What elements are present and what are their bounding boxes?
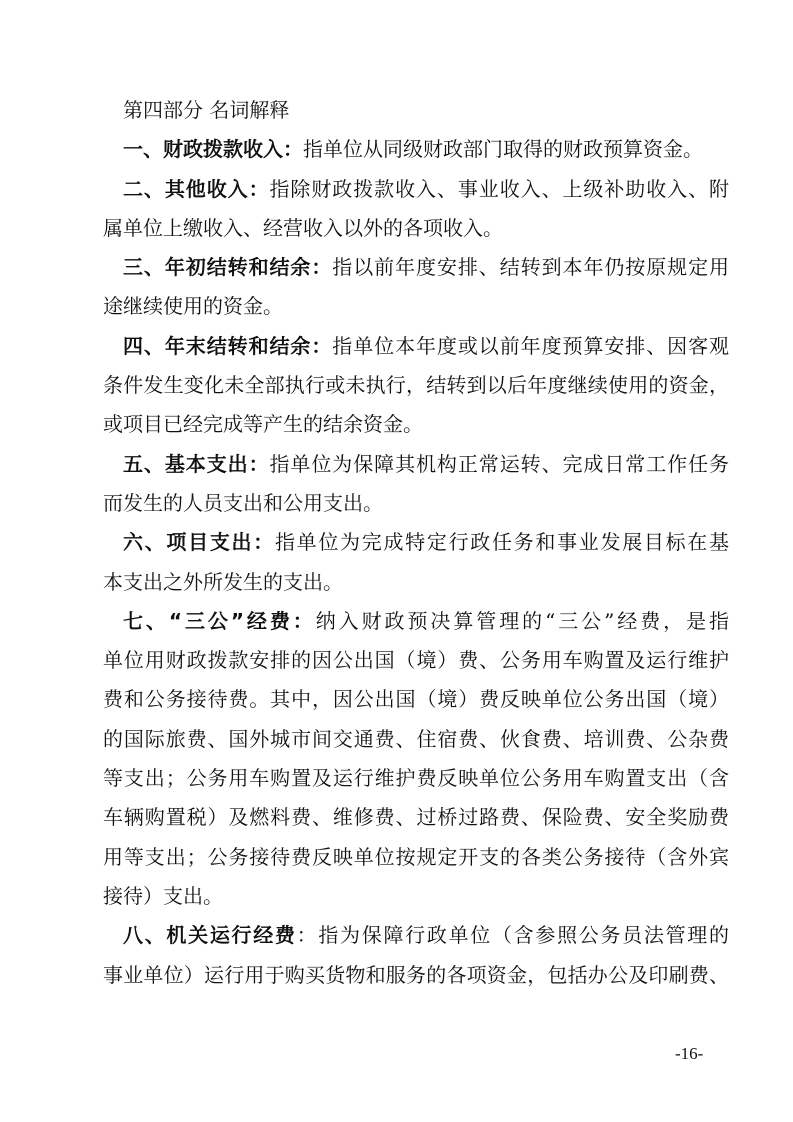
definition-line [103,563,729,602]
definition-text: 条件发生变化未全部执行或未执行，结转到以后年度继续使用的资金， [103,373,729,398]
section-title: 第四部分 名词解释 [123,98,290,122]
definition-line [103,877,729,916]
definition-line [103,484,729,523]
definition-line [103,405,729,444]
page-number: -16- [675,1044,704,1063]
definition-term: 七、“三公”经费： [123,608,316,633]
definition-text: 的国际旅费、国外城市间交通费、住宿费、伙食费、培训费、公杂费 [103,726,729,751]
definition-first-line [103,523,729,562]
definition-text: 指以前年度安排、结转到本年仍按原规定用 [332,255,729,280]
definition-line [103,366,729,405]
definition-text: 指单位为完成特定行政任务和事业发展目标在基 [274,530,729,555]
definition-text: 或项目已经完成等产生的结余资金。 [103,412,423,437]
definition-term: 六、项目支出： [123,530,275,555]
definition-line [103,759,729,798]
definition-line [103,641,729,680]
definition-first-line [103,445,729,484]
definition-line [103,680,729,719]
definition-text: 本支出之外所发生的支出。 [103,569,343,594]
definition-line [103,287,729,326]
definition-line [103,838,729,877]
definition-text: ：指为保障行政单位（含参照公务员法管理的 [296,923,729,948]
definition-text: 指单位本年度或以前年度预算安排、因客观 [332,333,729,358]
definition-line [103,209,729,248]
definition-first-line [103,327,729,366]
definition-text: 事业单位）运行用于购买货物和服务的各项资金，包括办公及印刷费、 [103,962,729,987]
definition-term: 五、基本支出： [123,451,270,476]
definition-text: 纳入财政预决算管理的“三公”经费，是指 [315,608,729,633]
definition-first-line [103,130,729,169]
definition-text: 接待）支出。 [103,883,223,908]
definition-term: 一、财政拨款收入： [123,137,303,162]
definition-text: 等支出；公务用车购置及运行维护费反映单位公务用车购置支出（含 [103,766,729,791]
definition-text: 属单位上缴收入、经营收入以外的各项收入。 [103,215,503,240]
definition-text: 而发生的人员支出和公用支出。 [103,490,383,515]
definition-line [103,720,729,759]
definition-line [103,798,729,837]
definition-term: 三、年初结转和结余： [123,255,333,280]
definition-text: 车辆购置税）及燃料费、维修费、过桥过路费、保险费、安全奖励费 [103,805,729,830]
definition-text: 指除财政拨款收入、事业收入、上级补助收入、附 [269,176,729,201]
definition-term: 二、其他收入： [123,176,270,201]
definition-text: 费和公务接待费。其中，因公出国（境）费反映单位公务出国（境） [103,687,729,712]
definition-text: 单位用财政拨款安排的因公出国（境）费、公务用车购置及运行维护 [103,648,729,673]
definition-text: 用等支出；公务接待费反映单位按规定开支的各类公务接待（含外宾 [103,844,729,869]
definition-term: 八、机关运行经费 [123,923,297,948]
definition-text: 指单位从同级财政部门取得的财政预算资金。 [303,137,703,162]
definition-first-line [103,248,729,287]
document-body [103,91,729,995]
definition-first-line [103,916,729,955]
definition-term: 四、年末结转和结余： [123,333,333,358]
definition-first-line [103,170,729,209]
definition-text: 途继续使用的资金。 [103,294,283,319]
definition-line [103,956,729,995]
definition-first-line [103,602,729,641]
definition-text: 指单位为保障其机构正常运转、完成日常工作任务 [269,451,729,476]
